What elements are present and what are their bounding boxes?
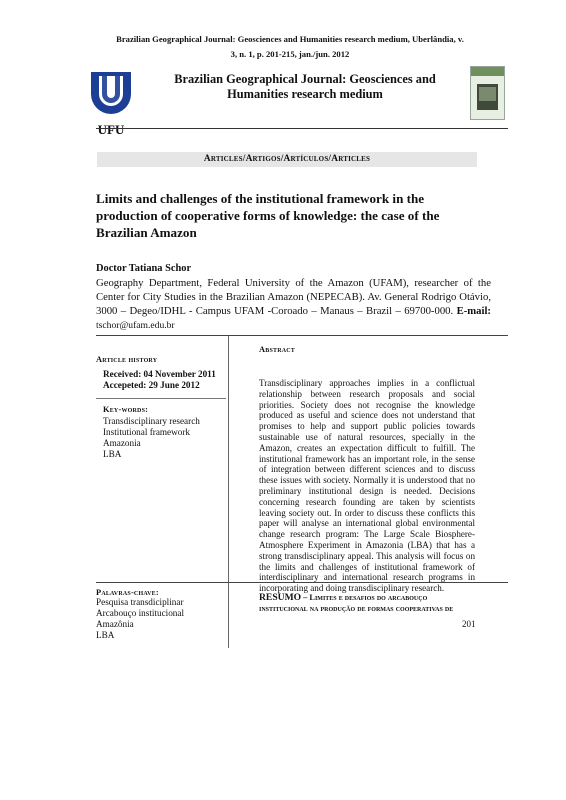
palavra-item: Amazônia [96,619,134,629]
masthead-line1: Brazilian Geographical Journal: Geosciences and [174,72,436,86]
keyword-item: Amazonia [103,438,141,448]
keyword-item: LBA [103,449,122,459]
palavra-item: Arcabouço institucional [96,608,185,618]
header-rule [96,128,508,129]
running-header-line2: 3, n. 1, p. 201-215, jan./jun. 2012 [230,49,350,59]
column-divider [228,336,229,648]
resumo-heading [259,592,475,614]
abstract-text: Transdisciplinary approaches implies in a conflictual relationship between research proposals and social priorities. Society does not recognise the knowledge produced as useful and science does not understand that promises to help and support public policies towards sustainable use of natural resources, specially in the Amazon, creates an expectation difficult to fulfill. The institutional framework has an important role, in the sense of integration between different sciences and to discuss these issues with society. Normally it is understood that no preliminary institutional design is needed. Decisions concerning research founding are taken by scientists leaving society out. In order to discuss these conflicts this paper will analyse an international global environmental change research program: The Large Scale Biosphere-Atmosphere Experiment in Amazonia (LBA) that has a strong transdisciplinary appeal. This analysis will focus on the limits and challenges of institutional framework of interdisciplinary and international research programs in incorporating and doing transdisciplinary research. [259,378,475,594]
resumo-lead: RESUMO [259,592,302,603]
journal-masthead [150,72,460,102]
palavras-chave-list [96,597,184,641]
abstract-label: Abstract [259,345,295,354]
resumo-dash: – [301,593,310,602]
divider-top [96,335,508,336]
page-number: 201 [462,619,476,629]
keywords-label: Key-words: [103,405,149,414]
history-divider [96,398,226,399]
article-title: Limits and challenges of the institutional framework in the production of cooperative forms of knowledge: the case of the Brazilian Amazon [96,191,440,240]
running-header-line1: Brazilian Geographical Journal: Geosciences and Humanities research medium, Uberlândia, v. [116,34,464,44]
divider-bottom [96,582,508,583]
email-link[interactable]: tschor@ufam.edu.br [96,320,175,331]
section-label: Articles/Artigos/Artículos/Articles [97,152,477,167]
affiliation-text: Geography Department, Federal University of the Amazon (UFAM), researcher of the Center for City Studies in the Brazilian Amazon (NEPECAB). Av. General Rodrigo Otávio, 3000 – Degeo/IDHL - Campus UFAM -Coroado – Manaus – Brazil – 69700-000. [96,277,491,317]
accepted-date: Accepeted: 29 June 2012 [103,380,200,390]
resumo-title: Limites e desafios do arcabouço institucional na produção de formas cooperativas de [259,593,454,613]
author-name: Doctor Tatiana Schor [96,263,192,274]
keyword-item: Transdisciplinary research [103,416,200,426]
keywords-list [103,416,200,460]
masthead-line2: Humanities research medium [227,87,383,101]
article-history [103,369,216,391]
email-label: E-mail: [456,305,491,317]
palavras-chave-label: Palavras-chave: [96,588,159,597]
palavra-item: Pesquisa transdiciplinar [96,597,184,607]
palavra-item: LBA [96,630,115,640]
journal-cover-thumbnail [470,66,505,120]
author-affiliation [96,276,491,333]
keyword-item: Institutional framework [103,427,191,437]
article-history-label: Article history [96,355,158,364]
running-header [95,32,485,62]
logo-text: UFU [97,122,125,137]
received-date: Received: 04 November 2011 [103,369,216,379]
